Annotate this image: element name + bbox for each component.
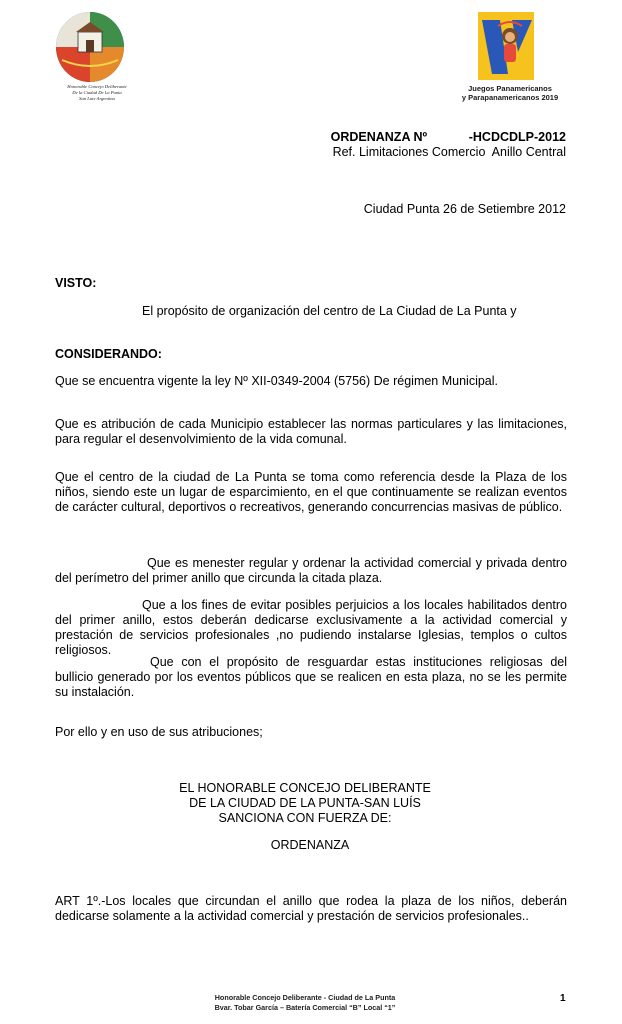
considerando-paragraph-3: Que el centro de la ciudad de La Punta se toma como referencia desde la Plaza de los niños, siendo este un lugar de esparcimiento, en el que continuamente se realizan eventos de carácter cultural, deportivos o recreativos, generando concurrencias masivas de público. [55,470,567,514]
ordinance-reference: Ref. Limitaciones Comercio Anillo Central [332,145,566,159]
footer-address: Honorable Concejo Deliberante - Ciudad de La Punta Bvar. Tobar García – Batería Comercial “B” Local “1” [214,993,396,1012]
sanciona-line-2: DE LA CIUDAD DE LA PUNTA-SAN LUÍS [189,796,421,810]
considerando-paragraph-5: Que a los fines de evitar posibles perjuicios a los locales habilitados dentro del primer anillo, estos deberán dedicarse exclusivamente a la actividad comercial y prestación de servicios profesionales ,no pudiendo instalarse Iglesias, templos o cultos religiosos. [55,598,567,657]
considerando-paragraph-2: Que es atribución de cada Municipio establecer las normas particulares y las limitaciones, para regular el desenvolvimiento de la vida comunal. [55,417,567,446]
visto-text: El propósito de organización del centro de La Ciudad de La Punta y [142,304,517,318]
article-1: ART 1º.-Los locales que circundan el anillo que rodea la plaza de los niños, deberán dedicarse solamente a la actividad comercial y prestación de servicios profesionales.. [55,894,567,923]
council-logo [52,10,128,84]
page-number: 1 [560,993,566,1004]
sanciona-line-3: SANCIONA CON FUERZA DE: [218,811,392,825]
sanciona-line-1: EL HONORABLE CONCEJO DELIBERANTE [179,781,431,795]
ordenanza-title: ORDENANZA [270,838,350,852]
considerando-paragraph-6: Que con el propósito de resguardar estas instituciones religiosas del bullicio generado por los eventos públicos que se realicen en esta plaza, no se les permite su instalación. [55,655,567,699]
panamerican-games-caption: Juegos Panamericanos y Parapanamericanos 2019 [461,84,559,102]
considerando-heading: CONSIDERANDO: [55,347,162,361]
considerando-paragraph-4: Que es menester regular y ordenar la actividad comercial y privada dentro del perímetro del primer anillo que circunda la citada plaza. [55,556,567,585]
visto-heading: VISTO: [55,276,97,290]
document-date: Ciudad Punta 26 de Setiembre 2012 [363,202,566,216]
considerando-paragraph-7: Por ello y en uso de sus atribuciones; [55,725,263,739]
considerando-paragraph-1: Que se encuentra vigente la ley Nº XII-0349-2004 (5756) De régimen Municipal. [55,374,499,388]
council-logo-caption: Honorable Concejo Deliberante De la Ciudad De La Punta San Luis-Argentina [67,84,127,101]
panamerican-games-logo [478,12,534,80]
ordinance-number: ORDENANZA Nº -HCDCDLP-2012 [330,130,566,144]
